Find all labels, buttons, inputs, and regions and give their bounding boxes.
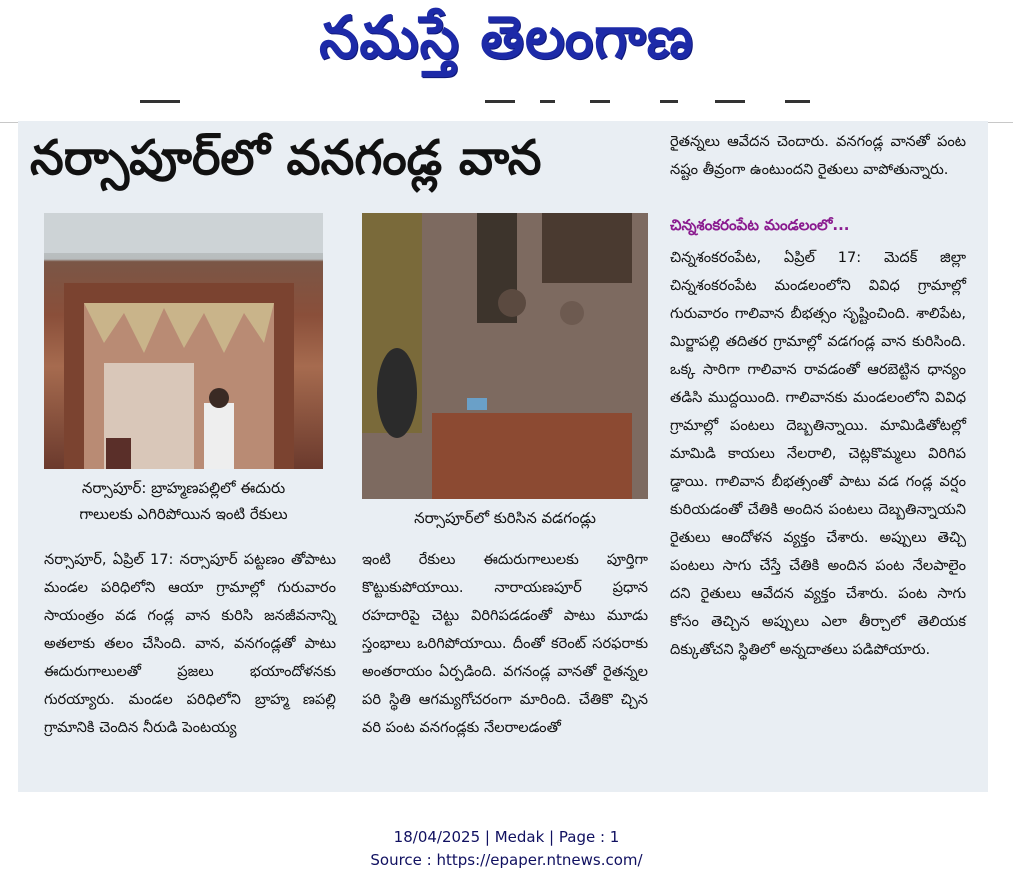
photo1-caption-line2: గాలులకు ఎగిరిపోయిన ఇంటి రేకులు: [79, 505, 288, 523]
photo2-caption: నర్సాపూర్‌లో కురిసిన వడగండ్లు: [414, 509, 596, 527]
photo-damaged-house: [44, 213, 323, 469]
masthead-rule: [0, 96, 1013, 123]
photo1-caption-line1: నర్సాపూర్‌: బ్రాహ్మణపల్లిలో ఈదురు: [81, 479, 286, 497]
footer-date-page: 18/04/2025 | Medak | Page : 1: [393, 828, 620, 846]
article-column-3-body: చిన్నశంకరంపేట, ఏప్రిల్‌ 17: మెదక్‌ జిల్లా చిన్నశంకరంపేట మండలంలోని వివిధ గ్రామాల్లో గురువారం గాలివాన బీభత్సం సృష్టించింది. శాలిపేట, మిర్జాపల్లి తదితర గ్రామాల్లో వడగండ్ల వాన కురిసింది. ఒక్క సారిగా గాలివాన రావడంతో ఆరబెట్టిన ధాన్యం తడిసి ముద్దయింది. గాలివానకు మండలంలోని వివిధ గ్రామాల్లో పంటలు దెబ్బతిన్నాయి. మామిడితోటల్లో మామిడి కాయలు నేలరాలి, చెట్లకొమ్మలు విరిగిప డ్డాయి. గాలివాన బీభత్సంతో పాటు వడ గండ్ల వర్షం కురియడంతో చేతికి అందిన పంటలు దెబ్బతిన్నాయని రైతులు ఆందోళన వ్యక్తం చేశారు. అప్పులు తెచ్చి పంటలు సాగు చేస్తే చేతికి అందిన పంట నేలపాలైం దని రైతులు ఆవేదన వ్యక్తం చేశారు. పంట సాగు కోసం తెచ్చిన అప్పులు ఎలా తీర్చాలో తెలియక దిక్కుతోచని స్థితిలో అన్నదాతలు పడిపోయారు.: [670, 249, 966, 658]
section-subhead: చిన్నశంకరంపేట మండలంలో...: [670, 216, 850, 234]
article-column-2: ఇంటి రేకులు ఈదురుగాలులకు పూర్తిగా కొట్టుకుపోయాయి. నారాయణపూర్‌ ప్రధాన రహదారిపై చెట్టు విరిగిపడడంతో పాటు మూడు స్తంభాలు ఒరిగిపోయాయి. దీంతో కరెంట్‌ సరఫరాకు అంతరాయం ఏర్పడింది. వగనండ్ల వానతో రైతన్నల పరి స్థితి ఆగమ్యగోచరంగా మారింది. చేతికొ చ్చిన వరి పంట వనగండ్లకు నేలరాలడంతో: [362, 551, 648, 736]
newspaper-logo: నమస్తే తెలంగాణ: [319, 4, 694, 73]
article-column-3-top: రైతన్నలు ఆవేదన చెందారు. వనగండ్ల వానతో పంట నష్టం తీవ్రంగా ఉంటుందని రైతులు వాపోతున్నారు.: [670, 133, 966, 178]
photo-hailstones: [362, 213, 648, 499]
photo1-caption: [44, 475, 323, 527]
article-headline: నర్సాపూర్‌లో వనగండ్ల వాన: [30, 130, 542, 186]
footer-source-link[interactable]: Source : https://epaper.ntnews.com/: [370, 851, 643, 869]
masthead: [0, 0, 1013, 95]
article-column-1: నర్సాపూర్‌, ఏప్రిల్‌ 17: నర్సాపూర్‌ పట్టణం తోపాటు మండల పరిధిలోని ఆయా గ్రామాల్లో గురువారం సాయంత్రం వడ గండ్ల వాన కురిసి జనజీవనాన్ని అతలాకు తలం చేసింది. వాన, వనగండ్లతో పాటు ఈదురుగాలులతో ప్రజలు భయాందోళనకు గురయ్యారు. మండల పరిధిలోని బ్రాహ్మ ణపల్లి గ్రామానికి చెందిన నీరుడి పెంటయ్య: [44, 551, 336, 736]
